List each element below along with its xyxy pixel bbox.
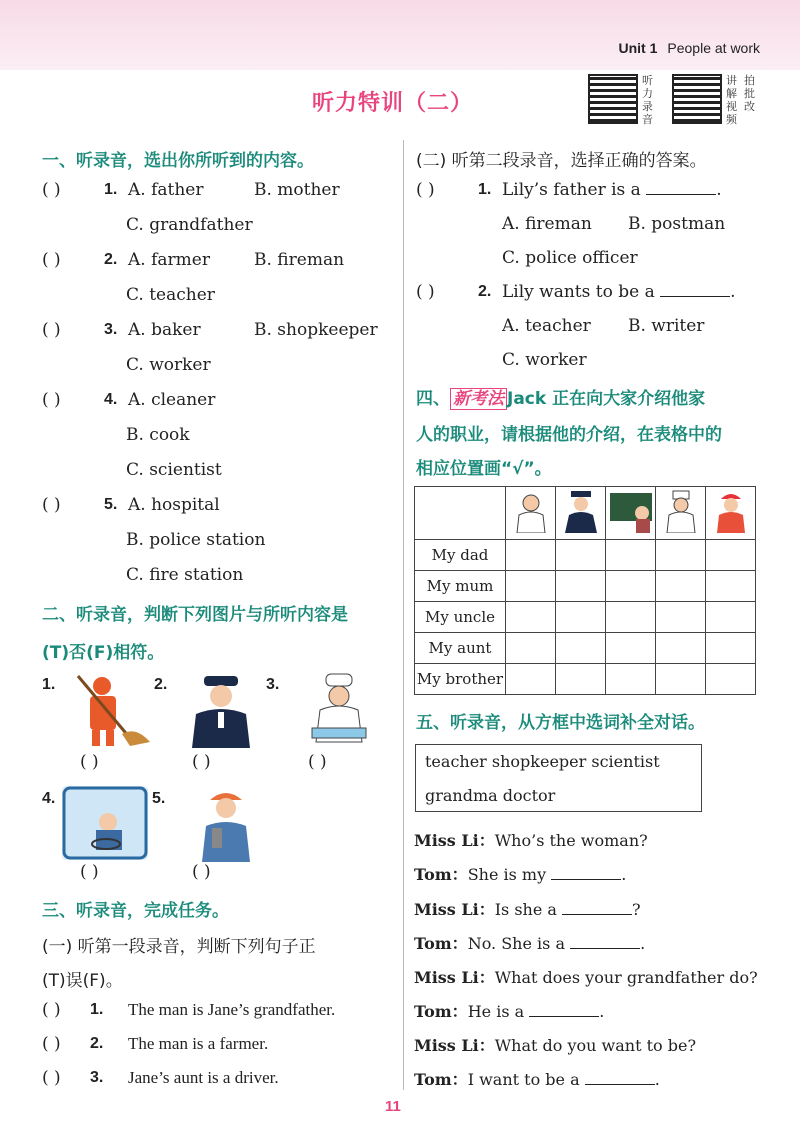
dialogue-line [414, 828, 648, 851]
column-divider [403, 140, 404, 1090]
answer-blank[interactable] [529, 1002, 599, 1017]
qr-label: 听力录音 [642, 74, 653, 126]
check-cell[interactable] [706, 664, 756, 695]
option-a[interactable]: A. father [128, 180, 204, 200]
check-cell[interactable] [656, 571, 706, 602]
page-number: 11 [385, 1098, 401, 1115]
word-box-row: grandma doctor [425, 786, 556, 805]
pic-number: 5. [152, 790, 166, 807]
question-number: 1. [104, 181, 118, 198]
table-row [415, 571, 756, 602]
check-cell[interactable] [556, 664, 606, 695]
police-officer-picture [186, 672, 256, 748]
speaker: Miss Li： [414, 1036, 495, 1055]
statement: Jane’s aunt is a driver. [128, 1068, 279, 1087]
cleaner-picture [70, 672, 150, 748]
row-label: My mum [415, 571, 506, 602]
table-row [415, 633, 756, 664]
utterance: Who’s the woman? [494, 831, 648, 850]
check-cell[interactable] [656, 664, 706, 695]
question-number: 5. [104, 496, 118, 513]
check-cell[interactable] [656, 540, 706, 571]
question-text-content: Lily wants to be a [502, 282, 655, 302]
utterance: I want to be a [467, 1070, 580, 1089]
utterance: What does your grandfather do? [494, 968, 758, 987]
worker-picture [196, 786, 256, 862]
answer-paren[interactable]: ( ) [42, 495, 61, 515]
answer-blank[interactable] [551, 865, 621, 880]
cook-picture [306, 672, 372, 748]
check-cell[interactable] [656, 633, 706, 664]
bus-driver-picture [62, 786, 148, 860]
answer-blank[interactable] [570, 934, 640, 949]
speaker: Tom： [414, 934, 468, 953]
answer-paren[interactable]: ( ) [42, 320, 61, 340]
police-icon [556, 487, 606, 540]
dialogue-line: Tom：I want to be a . [414, 1070, 660, 1089]
question-number: 1. [90, 1001, 104, 1018]
utterance: She is my [467, 865, 547, 884]
pic-number: 3. [266, 676, 280, 693]
answer-paren[interactable]: ( ) [416, 180, 435, 200]
option-b[interactable]: B. shopkeeper [254, 320, 378, 340]
option-a[interactable]: A. baker [128, 320, 201, 340]
table-row [415, 540, 756, 571]
row-label: My uncle [415, 602, 506, 633]
answer-blank[interactable] [646, 180, 716, 195]
section-2-heading-cont: (T)否(F)相符。 [42, 643, 165, 663]
speaker: Miss Li： [414, 831, 495, 850]
new-format-tag: 新考法 [450, 388, 507, 410]
unit-label: Unit 1 People at work [618, 40, 760, 56]
utterance: He is a [467, 1002, 525, 1021]
speaker: Miss Li： [414, 900, 495, 919]
question-text: Lily wants to be a . [502, 282, 736, 302]
check-cell[interactable] [506, 633, 556, 664]
pic-number: 1. [42, 676, 56, 693]
check-cell[interactable] [606, 664, 656, 695]
check-cell[interactable] [656, 602, 706, 633]
answer-paren[interactable]: ( ) [192, 862, 211, 882]
answer-blank[interactable] [585, 1070, 655, 1085]
option-b[interactable]: B. fireman [254, 250, 345, 270]
check-cell[interactable] [606, 540, 656, 571]
dialogue-line: Miss Li：Is she a ? [414, 900, 641, 919]
section-2-heading: 二、听录音，判断下列图片与所听内容是 [42, 605, 348, 625]
page-title: 听力特训（二） [312, 91, 474, 116]
check-cell[interactable] [556, 602, 606, 633]
statement: The man is Jane’s grandfather. [128, 1000, 336, 1019]
question-number: 3. [104, 321, 118, 338]
utterance: Is she a [494, 900, 557, 919]
section-4-heading-cont: 相应位置画“√”。 [416, 459, 552, 479]
teacher-icon [606, 487, 656, 540]
answer-blank[interactable] [562, 900, 632, 915]
utterance: No. She is a [467, 934, 565, 953]
answer-blank[interactable] [660, 282, 730, 297]
job-table [414, 486, 756, 695]
dialogue-line: Tom：No. She is a . [414, 934, 646, 953]
option-a[interactable]: A. farmer [128, 250, 210, 270]
dialogue-line: Tom：He is a . [414, 1002, 605, 1021]
qr-label: 讲解视频 [726, 74, 737, 126]
option-b[interactable]: B. police station [126, 530, 266, 550]
check-cell[interactable] [606, 633, 656, 664]
question-number: 1. [478, 181, 492, 198]
question-number: 4. [104, 391, 118, 408]
pic-number: 4. [42, 790, 56, 807]
option-c[interactable]: C. police officer [502, 248, 638, 268]
dialogue-line [414, 965, 758, 988]
check-cell[interactable] [606, 602, 656, 633]
pic-number: 2. [154, 676, 168, 693]
check-cell[interactable] [506, 602, 556, 633]
answer-paren[interactable]: ( ) [308, 752, 327, 772]
speaker: Tom： [414, 865, 468, 884]
question-number: 2. [104, 251, 118, 268]
part-1-instruction-cont: (T)误(F)。 [42, 971, 123, 991]
row-label: My dad [415, 540, 506, 571]
answer-paren[interactable]: ( ) [416, 282, 435, 302]
option-a[interactable]: A. hospital [128, 495, 220, 515]
option-c[interactable]: C. grandfather [126, 215, 253, 235]
check-cell[interactable] [556, 540, 606, 571]
section-4-heading-cont: 人的职业，请根据他的介绍，在表格中的 [416, 425, 722, 445]
check-cell[interactable] [506, 540, 556, 571]
answer-paren[interactable]: ( ) [42, 250, 61, 270]
option-b[interactable]: B. cook [126, 425, 190, 445]
option-a[interactable]: A. teacher [502, 316, 591, 336]
table-row [415, 602, 756, 633]
option-c[interactable]: C. fire station [126, 565, 244, 585]
dialogue-line [414, 1033, 696, 1056]
answer-paren[interactable]: ( ) [192, 752, 211, 772]
answer-paren[interactable]: ( ) [42, 1000, 61, 1020]
statement: The man is a farmer. [128, 1034, 269, 1053]
section-1-heading: 一、听录音，选出你所听到的内容。 [42, 151, 314, 171]
section-3-heading: 三、听录音，完成任务。 [42, 901, 229, 921]
option-c[interactable]: C. scientist [126, 460, 222, 480]
firefighter-icon [706, 487, 756, 540]
question-number: 2. [478, 283, 492, 300]
option-b[interactable]: B. writer [628, 316, 705, 336]
answer-paren[interactable]: ( ) [80, 862, 99, 882]
answer-paren[interactable]: ( ) [42, 1034, 61, 1054]
part-2-instruction: (二) 听第二段录音，选择正确的答案。 [416, 151, 707, 171]
dialogue-line: Tom：She is my . [414, 865, 627, 884]
qr-code-icon[interactable] [672, 74, 722, 124]
check-cell[interactable] [556, 633, 606, 664]
section-5-heading: 五、听录音，从方框中选词补全对话。 [416, 713, 705, 733]
check-cell[interactable] [556, 571, 606, 602]
speaker: Miss Li： [414, 968, 495, 987]
check-cell[interactable] [506, 664, 556, 695]
cook-icon [656, 487, 706, 540]
speaker: Tom： [414, 1070, 468, 1089]
header-band [0, 0, 800, 70]
question-text-content: Lily’s father is a [502, 180, 641, 200]
check-cell[interactable] [706, 602, 756, 633]
part-1-instruction: (一) 听第一段录音，判断下列句子正 [42, 937, 316, 957]
answer-paren[interactable]: ( ) [42, 390, 61, 410]
doctor-icon [506, 487, 556, 540]
qr-label: 拍批改 [744, 74, 755, 113]
table-corner [415, 487, 506, 540]
question-number: 3. [90, 1069, 104, 1086]
speaker: Tom： [414, 1002, 468, 1021]
row-label: My brother [415, 664, 506, 695]
answer-paren[interactable]: ( ) [42, 180, 61, 200]
check-cell[interactable] [706, 571, 756, 602]
option-a[interactable]: A. cleaner [128, 390, 216, 410]
option-c[interactable]: C. teacher [126, 285, 215, 305]
section-4-heading: 四、 新考法 Jack 正在向大家介绍他家 [416, 389, 706, 409]
row-label: My aunt [415, 633, 506, 664]
option-a[interactable]: A. fireman [502, 214, 592, 234]
table-row [415, 664, 756, 695]
utterance: What do you want to be? [494, 1036, 697, 1055]
check-cell[interactable] [706, 633, 756, 664]
check-cell[interactable] [606, 571, 656, 602]
check-cell[interactable] [506, 571, 556, 602]
option-b[interactable]: B. mother [254, 180, 340, 200]
question-text: Lily’s father is a . [502, 180, 722, 200]
option-b[interactable]: B. postman [628, 214, 726, 234]
check-cell[interactable] [706, 540, 756, 571]
qr-code-icon[interactable] [588, 74, 638, 124]
word-box-row: teacher shopkeeper scientist [425, 752, 660, 771]
answer-paren[interactable]: ( ) [80, 752, 99, 772]
option-c[interactable]: C. worker [502, 350, 587, 370]
answer-paren[interactable]: ( ) [42, 1068, 61, 1088]
question-number: 2. [90, 1035, 104, 1052]
option-c[interactable]: C. worker [126, 355, 211, 375]
